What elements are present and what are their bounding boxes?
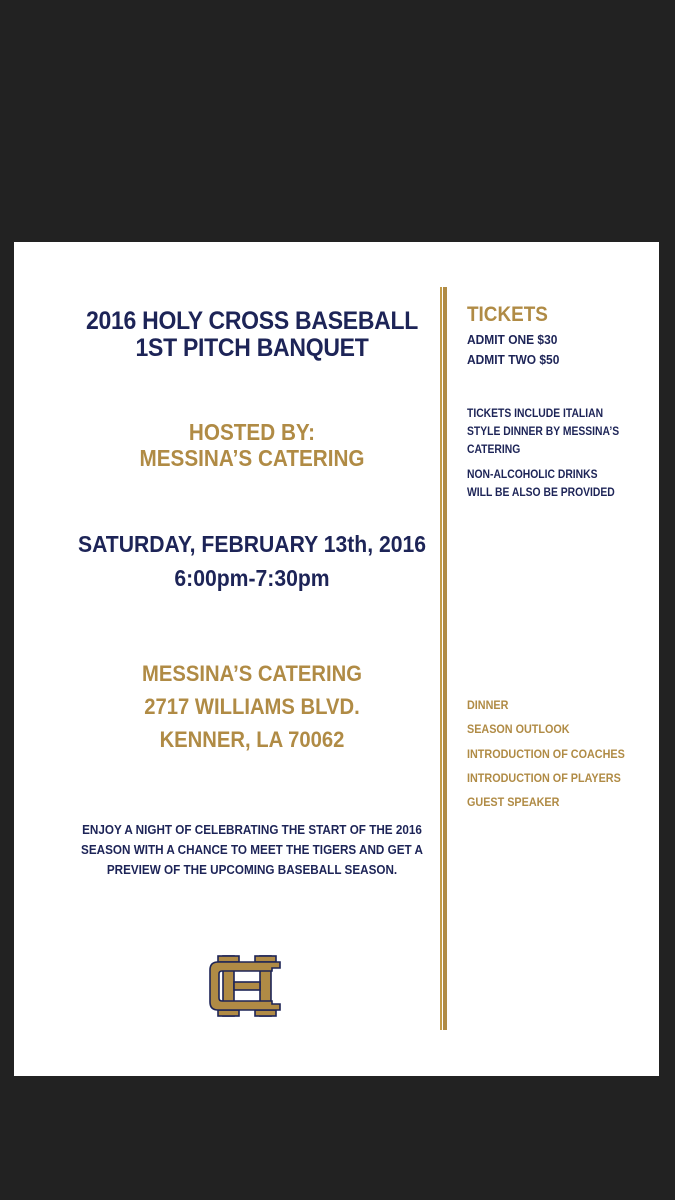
description-line: ENJOY A NIGHT OF CELEBRATING THE START OF THE 2016 (82, 822, 422, 837)
hosted-by-label: HOSTED BY: (188, 419, 316, 445)
ticket-dinner-note (467, 405, 652, 459)
note-line: STYLE DINNER BY MESSINA’S (467, 426, 620, 438)
agenda-item: SEASON OUTLOOK (467, 722, 570, 737)
agenda-item: INTRODUCTION OF COACHES (467, 746, 625, 761)
gold-divider (440, 287, 447, 1030)
agenda-item: DINNER (467, 698, 509, 712)
venue-city: KENNER, LA 70062 (159, 727, 345, 752)
note-line: TICKETS INCLUDE ITALIAN (467, 408, 604, 420)
ticket-price-one: ADMIT ONE $30 (467, 332, 558, 347)
note-line: WILL BE ALSO BE PROVIDED (467, 487, 615, 499)
event-time: 6:00pm-7:30pm (174, 565, 330, 591)
event-description (38, 820, 466, 880)
description-line: SEASON WITH A CHANCE TO MEET THE TIGERS AND GET A (81, 842, 423, 857)
description-line: PREVIEW OF THE UPCOMING BASEBALL SEASON. (106, 862, 398, 877)
event-title-line1: 2016 HOLY CROSS BASEBALL (85, 307, 419, 335)
program-agenda (467, 693, 642, 814)
ticket-drinks-note (467, 466, 652, 502)
flyer (14, 242, 659, 1076)
agenda-item: GUEST SPEAKER (467, 795, 560, 810)
event-datetime (33, 527, 471, 595)
agenda-item: INTRODUCTION OF PLAYERS (467, 770, 621, 785)
ticket-price-two: ADMIT TWO $50 (467, 352, 560, 367)
event-title-line2: 1ST PITCH BANQUET (135, 334, 369, 362)
venue-address (33, 657, 471, 756)
note-line: CATERING (467, 444, 521, 456)
holy-cross-hc-logo (208, 954, 286, 1018)
venue-name: MESSINA’S CATERING (141, 661, 363, 686)
event-title (33, 308, 471, 362)
tickets-heading: TICKETS (467, 303, 548, 326)
venue-street: 2717 WILLIAMS BLVD. (144, 694, 360, 719)
event-date: SATURDAY, FEBRUARY 13th, 2016 (77, 531, 427, 557)
flyer-main-column (14, 242, 442, 1076)
host-name: MESSINA’S CATERING (139, 445, 365, 471)
note-line: NON-ALCOHOLIC DRINKS (467, 469, 598, 481)
hosted-by (38, 419, 466, 471)
